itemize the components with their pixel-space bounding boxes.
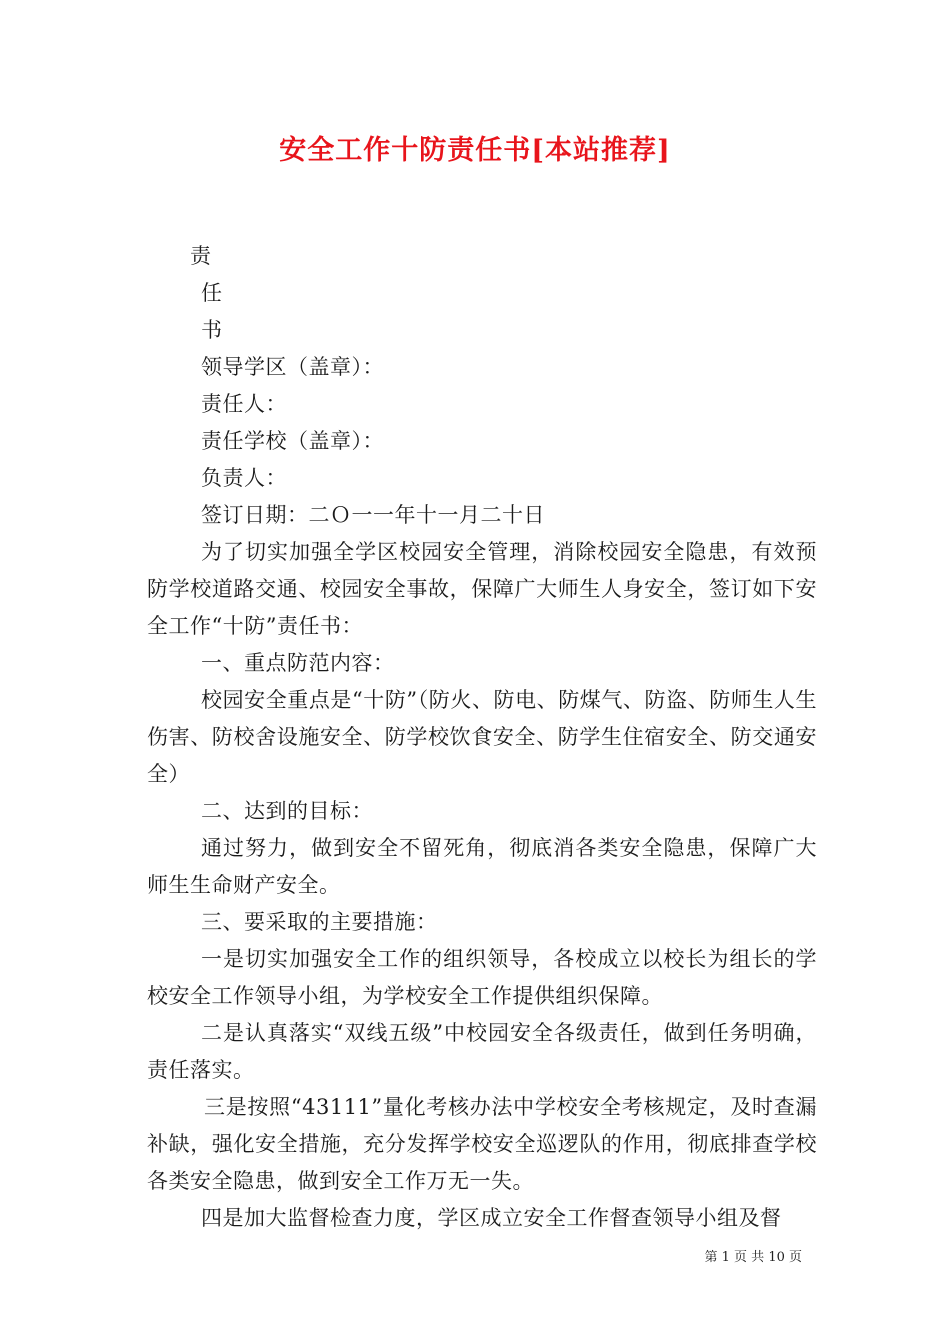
section-content-2: 通过努力，做到安全不留死角，彻底消各类安全隐患，保障广大师生生命财产安全。 [147, 836, 817, 897]
document-body [147, 238, 817, 1237]
section-heading-1: 一、重点防范内容： [201, 651, 395, 675]
document-title: 安全工作十防责任书[本站推荐] [279, 135, 671, 166]
leader-district-line: 领导学区（盖章）： [201, 355, 384, 379]
responsible-school-line: 责任学校（盖章）： [201, 429, 384, 453]
measure-paragraph-2: 二是认真落实“双线五级”中校园安全各级责任，做到任务明确，责任落实。 [147, 1021, 817, 1082]
zeren-char-3: 书 [201, 318, 223, 342]
sign-date-line: 签订日期：二Ｏ一一年十一月二十日 [201, 503, 545, 527]
person-in-charge-line: 负责人： [201, 466, 287, 490]
measure-paragraph-1: 一是切实加强安全工作的组织领导，各校成立以校长为组长的学校安全工作领导小组，为学校安全工作提供组织保障。 [147, 947, 817, 1008]
zeren-char-1: 责 [190, 244, 212, 268]
measure-paragraph-3: 三是按照“43111”量化考核办法中学校安全考核规定，及时查漏补缺，强化安全措施，充分发挥学校安全巡逻队的作用，彻底排查学校各类安全隐患，做到安全工作万无一失。 [147, 1095, 817, 1193]
page-footer: 第 1 页 共 10 页 [704, 1250, 802, 1265]
measure-paragraph-4: 四是加大监督检查力度，学区成立安全工作督查领导小组及督 [201, 1206, 782, 1230]
section-heading-2: 二、达到的目标： [201, 799, 373, 823]
section-heading-3: 三、要采取的主要措施： [201, 910, 438, 934]
zeren-char-2: 任 [201, 281, 223, 305]
section-content-1: 校园安全重点是“十防”（防火、防电、防煤气、防盗、防师生人生伤害、防校舍设施安全、防学校饮食安全、防学生住宿安全、防交通安全） [147, 688, 817, 786]
intro-paragraph: 为了切实加强全学区校园安全管理，消除校园安全隐患，有效预防学校道路交通、校园安全事故，保障广大师生人身安全，签订如下安全工作“十防”责任书： [147, 540, 817, 638]
responsible-person-line: 责任人： [201, 392, 287, 416]
